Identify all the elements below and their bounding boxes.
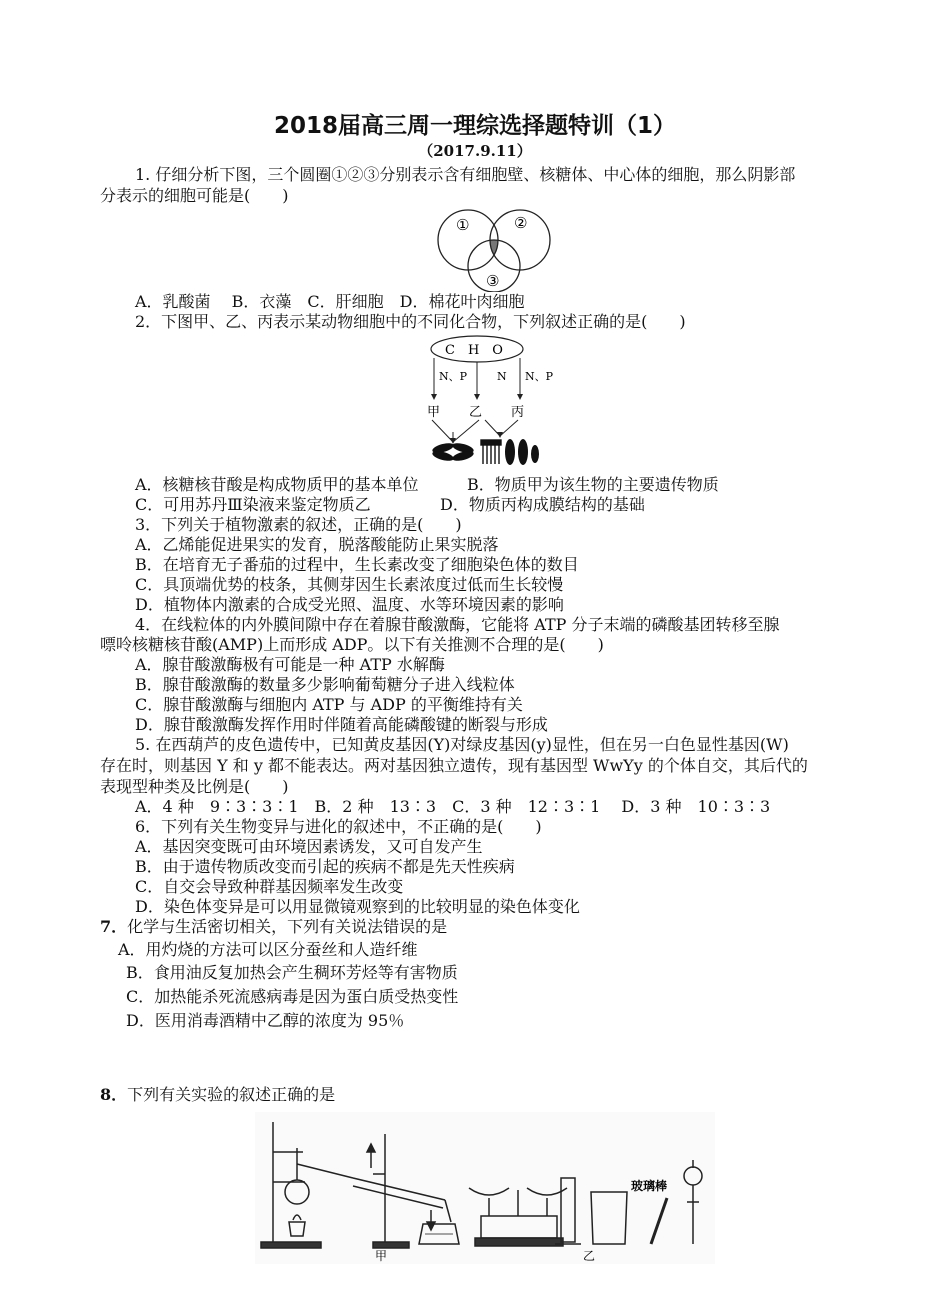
q4-option-b: B．腺苷酸激酶的数量多少影响葡萄糖分子进入线粒体 — [135, 675, 515, 694]
q3-stem: 3．下列关于植物激素的叙述，正确的是( ) — [135, 515, 462, 534]
q7-option-d: D．医用消毒酒精中乙醇的浓度为 95％ — [126, 1011, 405, 1030]
q7-option-a: A．用灼烧的方法可以区分蚕丝和人造纤维 — [118, 940, 418, 959]
q2-option-d: D．物质丙构成膜结构的基础 — [440, 495, 645, 514]
q7-number: 7． — [100, 917, 128, 936]
q5-stem-line3: 表现型种类及比例是( ) — [100, 777, 289, 796]
venn-label-1: ① — [456, 216, 470, 234]
q2-fig-jia: 甲 — [427, 405, 441, 420]
q4-option-a: A．腺苷酸激酶极有可能是一种 ATP 水解酶 — [135, 655, 445, 674]
q2-fig-yi: 乙 — [469, 405, 483, 420]
q2-stem: 2．下图甲、乙、丙表示某动物细胞中的不同化合物，下列叙述正确的是( ) — [135, 312, 686, 331]
q2-compound-diagram — [415, 334, 565, 470]
q8-number: 8． — [100, 1085, 128, 1104]
q8-fig-glass-rod: 玻璃棒 — [631, 1179, 668, 1193]
q8-stem — [100, 1085, 860, 1105]
q1-venn-diagram — [430, 202, 560, 292]
membrane-icon — [481, 440, 501, 464]
q7-option-b: B．食用油反复加热会产生稠环芳烃等有害物质 — [126, 963, 458, 982]
q3-option-c: C．具顶端优势的枝条，其侧芽因生长素浓度过低而生长较慢 — [135, 575, 564, 594]
q4-option-d: D．腺苷酸激酶发挥作用时伴随着高能磷酸键的断裂与形成 — [135, 715, 548, 734]
q2-fig-cho: C H O — [445, 343, 503, 358]
q5-stem-line1: 5. 在西葫芦的皮色遗传中，已知黄皮基因(Y)对绿皮基因(y)显性，但在另一白色显性基因(W) — [135, 735, 789, 754]
chromosome-icon — [431, 441, 474, 462]
q5-stem-line2: 存在时，则基因 Y 和 y 都不能表达。两对基因独立遗传，现有基因型 WwYy 的个体自交，其后代的 — [100, 756, 808, 775]
q2-option-a: A．核糖核苷酸是构成物质甲的基本单位 — [135, 475, 419, 494]
q7-stem — [100, 917, 860, 937]
q6-option-d: D．染色体变异是可以用显微镜观察到的比较明显的染色体变化 — [135, 897, 580, 916]
q6-option-b: B．由于遗传物质改变而引起的疾病不都是先天性疾病 — [135, 857, 515, 876]
q4-option-c: C．腺苷酸激酶与细胞内 ATP 与 ADP 的平衡维持有关 — [135, 695, 523, 714]
q3-option-b: B．在培育无子番茄的过程中，生长素改变了细胞染色体的数目 — [135, 555, 579, 574]
q2-option-b: B．物质甲为该生物的主要遗传物质 — [467, 475, 719, 494]
q2-fig-np1: N、P — [439, 370, 468, 383]
page-date: （2017.9.11） — [418, 142, 532, 160]
q7-stem-text: 化学与生活密切相关，下列有关说法错误的是 — [127, 917, 448, 936]
q2-option-c: C．可用苏丹Ⅲ染液来鉴定物质乙 — [135, 495, 371, 514]
q6-stem: 6．下列有关生物变异与进化的叙述中，不正确的是( ) — [135, 817, 542, 836]
q1-stem-line1: 1. 仔细分析下图，三个圆圈①②③分别表示含有细胞壁、核糖体、中心体的细胞，那么阴影部 — [135, 165, 796, 184]
q2-fig-n: N — [497, 370, 507, 383]
q6-option-c: C．自交会导致种群基因频率发生改变 — [135, 877, 404, 896]
q2-fig-bing: 丙 — [511, 405, 525, 420]
q8-stem-text: 下列有关实验的叙述正确的是 — [127, 1085, 336, 1104]
q1-stem-line2: 分表示的细胞可能是( ) — [100, 186, 289, 205]
venn-label-3: ③ — [486, 272, 500, 290]
q4-stem-line2: 嘌呤核糖核苷酸(AMP)上而形成 ADP。以下有关推测不合理的是( ) — [100, 635, 604, 654]
q1-options: A．乳酸菌 B．衣藻 C．肝细胞 D．棉花叶肉细胞 — [135, 292, 525, 311]
q7-option-c: C．加热能杀死流感病毒是因为蛋白质受热变性 — [126, 987, 459, 1006]
q8-fig-label-yi: 乙 — [583, 1249, 596, 1263]
q2-fig-np2: N、P — [525, 370, 554, 383]
page-title: 2018届高三周一理综选择题特训（1） — [273, 113, 677, 139]
protein-icon — [505, 439, 539, 465]
q6-option-a: A．基因突变既可由环境因素诱发，又可自发产生 — [135, 837, 483, 856]
q5-options: A．4 种 9∶3∶3∶1 B．2 种 13∶3 C．3 种 12∶3∶1 D．3 种 10∶3∶3 — [135, 797, 771, 816]
q8-apparatus-figure — [255, 1112, 715, 1264]
q3-option-a: A．乙烯能促进果实的发育，脱落酸能防止果实脱落 — [135, 535, 499, 554]
q8-fig-label-jia: 甲 — [375, 1249, 388, 1263]
q3-option-d: D．植物体内激素的合成受光照、温度、水等环境因素的影响 — [135, 595, 564, 614]
venn-label-2: ② — [514, 214, 528, 232]
q4-stem-line1: 4．在线粒体的内外膜间隙中存在着腺苷酸激酶，它能将 ATP 分子末端的磷酸基团转移至腺 — [135, 615, 780, 634]
